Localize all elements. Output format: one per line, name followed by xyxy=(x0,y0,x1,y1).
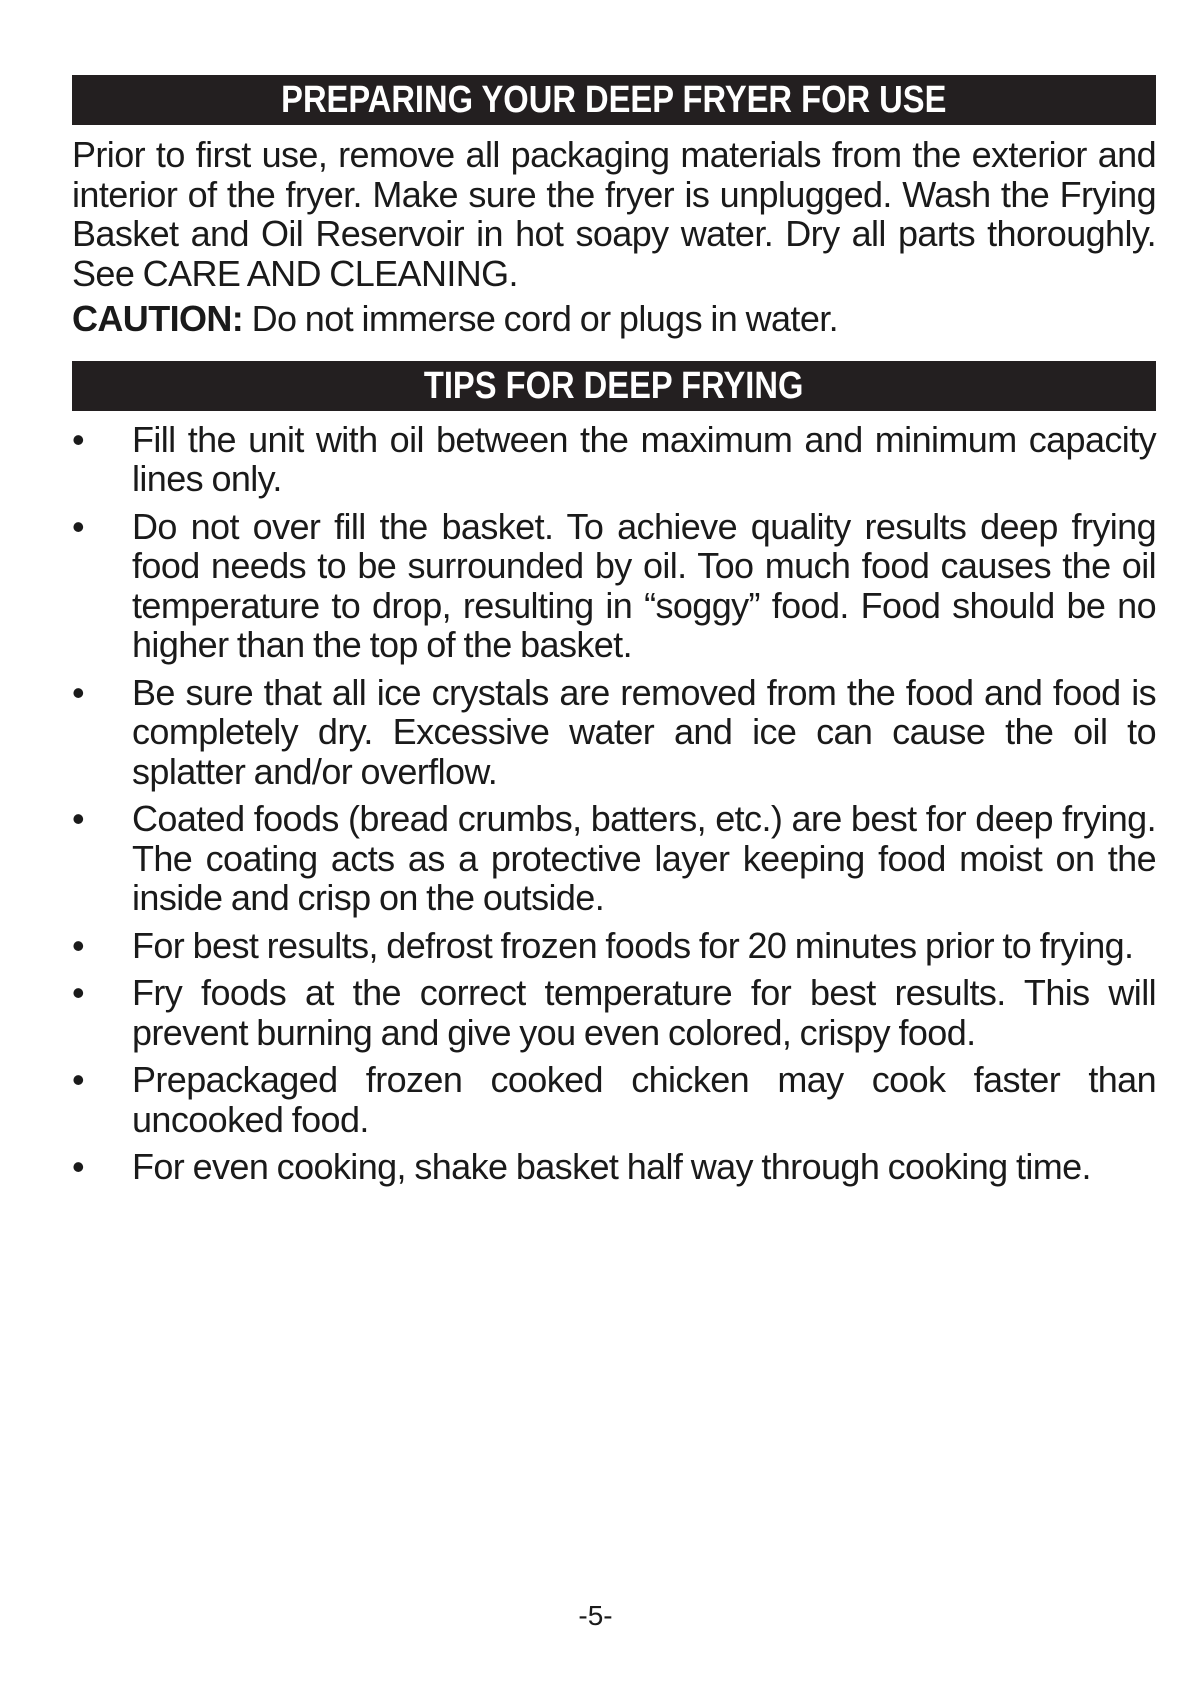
tip-text: Prepackaged frozen cooked chicken may cook faster than uncooked food. xyxy=(132,1059,1156,1140)
tips-section-header xyxy=(72,361,1156,411)
caution-note xyxy=(72,299,1156,339)
preparing-section-title: PREPARING YOUR DEEP FRYER FOR USE xyxy=(281,79,947,121)
tip-text: For best results, defrost frozen foods for 20 minutes prior to frying. xyxy=(132,924,1134,966)
tip-item xyxy=(72,926,1156,966)
tip-text: Do not over fill the basket. To achieve quality results deep frying food needs to be surrounded by oil. Too much food causes the oil temperature to drop, resulting in “soggy” food. Food should be no higher than the top of the basket. xyxy=(132,505,1156,665)
tip-item xyxy=(72,673,1156,792)
tip-item xyxy=(72,799,1156,918)
preparing-section-header xyxy=(72,75,1156,125)
bullet-icon: • xyxy=(72,671,85,713)
tip-item xyxy=(72,1060,1156,1139)
caution-text: Do not immerse cord or plugs in water. xyxy=(243,298,839,339)
tips-section-title: TIPS FOR DEEP FRYING xyxy=(424,364,804,407)
tip-item xyxy=(72,1147,1156,1187)
manual-page xyxy=(72,75,1156,1195)
tip-text: Be sure that all ice crystals are removed from the food and food is completely dry. Excessive water and ice can cause the oil to splatter and/or overflow. xyxy=(132,671,1156,792)
bullet-icon: • xyxy=(72,924,85,966)
tip-text: For even cooking, shake basket half way through cooking time. xyxy=(132,1146,1091,1187)
bullet-icon: • xyxy=(72,418,85,460)
tip-item xyxy=(72,420,1156,499)
tip-text: Fry foods at the correct temperature for best results. This will prevent burning and give you even colored, crispy food. xyxy=(132,972,1156,1053)
bullet-icon: • xyxy=(72,1059,85,1100)
tips-list xyxy=(72,420,1156,1187)
page-number: -5- xyxy=(578,1600,613,1631)
tip-item xyxy=(72,507,1156,665)
tip-item xyxy=(72,973,1156,1052)
bullet-icon: • xyxy=(72,1146,85,1187)
tip-text: Coated foods (bread crumbs, batters, etc.) are best for deep frying. The coating acts as a protective layer keeping food moist on the inside and crisp on the outside. xyxy=(132,798,1156,918)
bullet-icon: • xyxy=(72,972,85,1013)
bullet-icon: • xyxy=(72,798,85,839)
caution-label: CAUTION: xyxy=(72,298,244,339)
tip-text: Fill the unit with oil between the maximum and minimum capacity lines only. xyxy=(132,418,1156,499)
bullet-icon: • xyxy=(72,505,85,547)
preparing-paragraph: Prior to first use, remove all packaging materials from the exterior and interior of the fryer. Make sure the fryer is unplugged. Wash the Frying Basket and Oil Reservoir in hot soapy water. Dry all parts thoroughly. See CARE AND CLEANING. xyxy=(72,134,1156,294)
